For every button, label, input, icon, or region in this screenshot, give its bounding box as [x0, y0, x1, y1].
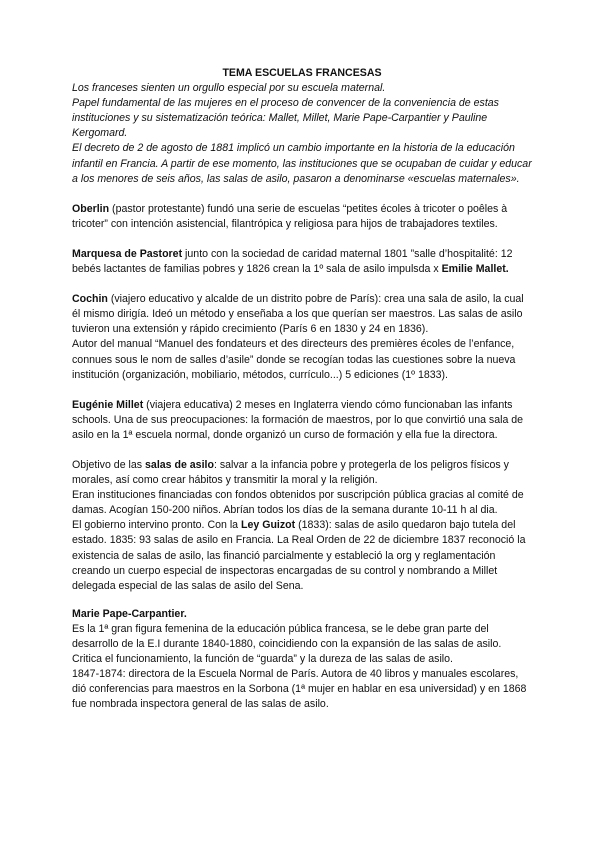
pastoret-paragraph — [72, 247, 532, 277]
cochin-text: (viajero educativo y alcalde de un distrito pobre de París): crea una sala de asilo, la cual él mismo dirigía. Ideó un método y enseñaba a los que querían ser maestros. Las salas de asilo tuvieron una extensión y rápido crecimiento (París 6 en 1830 y 24 en 1836). — [72, 293, 524, 336]
salas-pre: Objetivo de las — [72, 458, 146, 471]
intro-line-2: Papel fundamental de las mujeres en el proceso de convencer de la conveniencia de estas instituciones y su sistematización teórica: Mallet, Millet, Marie Pape-Carpantier y Pauline Kergomard. — [72, 97, 499, 140]
pape-section — [72, 607, 532, 713]
salas-bold: salas de asilo — [145, 458, 214, 471]
salas-post: : salvar a la infancia pobre y protegerla de los peligros físicos y morales, así como crear hábitos y transmitir la moral y la religión. — [72, 458, 509, 487]
intro-line-1: Los franceses sienten un orgullo especial por su escuela maternal. — [72, 82, 386, 95]
cochin-manual: Autor del manual “Manuel des fondateurs et des directeurs des premières écoles de l’enfance, connues sous le nom de salles d’asile” donde se recogían todas las cuestiones sobre la nueva institución (organización, mobiliario, métodos, currículo...) 5 ediciones (1º 1833). — [72, 338, 516, 381]
pape-heading — [72, 607, 532, 622]
oberlin-name: Oberlin — [72, 202, 110, 215]
mallet-name: Emilie Mallet. — [441, 263, 509, 276]
gov-pre: El gobierno intervino pronto. Con la — [72, 519, 242, 532]
millet-name: Eugénie Millet — [72, 398, 144, 411]
cochin-paragraph — [72, 292, 532, 337]
gov-post: (1833): salas de asilo quedaron bajo tutela del estado. 1835: 93 salas de asilo en Francia. La Real Orden de 22 de diciembre 1837 reconoció la existencia de salas de asilo, las financió parcialmente y estableció la org y reglamentación creando un cuerpo especial de inspectoras encargadas de su control y nombrando a Millet delegada especial de las salas de asilo del Sena. — [72, 519, 526, 592]
pape-line-2: Critica el funcionamiento, la función de “guarda” y la dureza de las salas de asilo. — [72, 653, 453, 666]
pape-name: Marie Pape-Carpantier. — [72, 607, 187, 620]
salas-objective — [72, 458, 532, 488]
pastoret-text: junto con la sociedad de caridad maternal 1801 ”salle d’hospitalité: 12 bebés lactantes de familias pobres y 1826 crean la 1º sala de asilo impulsda x — [72, 247, 513, 276]
document-title: TEMA ESCUELAS FRANCESAS — [222, 67, 382, 79]
salas-section — [72, 458, 532, 594]
cochin-section — [72, 292, 532, 383]
millet-paragraph — [72, 398, 532, 443]
document-page — [72, 66, 532, 712]
intro-line-3: El decreto de 2 de agosto de 1881 implicó un cambio importante en la historia de la educación infantil en Francia. A partir de ese momento, las instituciones que se ocupaban de cuidar y educar a los menores de seis años, las salas de asilo, pasaron a denominarse «escuelas maternales». — [72, 142, 532, 185]
pape-line-1: Es la 1ª gran figura femenina de la educación pública francesa, se le debe gran parte del desarrollo de la E.I durante 1840-1880, coincidiendo con la expansión de las salas de asilo. — [72, 622, 502, 650]
oberlin-text: (pastor protestante) fundó una serie de escuelas “petites écoles à tricoter o poêles à tricoter” con intención asistencial, filantrópica y religiosa para hijos de trabajadores textiles. — [72, 202, 508, 230]
oberlin-paragraph — [72, 202, 532, 232]
cochin-name: Cochin — [72, 293, 108, 306]
salas-government — [72, 518, 532, 593]
pastoret-name: Marquesa de Pastoret — [72, 247, 183, 260]
salas-financing: Eran instituciones financiadas con fondos obtenidos por suscripción pública gracias al comité de damas. Acogían 150-200 niños. Abrían todos los días de la semana durante 10-11 h al dia. — [72, 489, 524, 517]
ley-guizot: Ley Guizot — [241, 519, 296, 532]
millet-text: (viajera educativa) 2 meses en Inglaterra viendo cómo funcionaban las infants schools. Una de sus preocupaciones: la formación de maestros, por lo que convirtió una sala de asilo en la 1ª escuela normal, donde organizó un curso de formación y ella fue la directora. — [72, 398, 524, 441]
intro-section — [72, 81, 532, 187]
pape-line-3: 1847-1874: directora de la Escuela Normal de París. Autora de 40 libros y manuales escolares, dió conferencias para maestros en la Sorbona (1ª mujer en hablar en esa universidad) y en 1868 fue nombrada inspectora general de las salas de asilo. — [72, 668, 527, 711]
